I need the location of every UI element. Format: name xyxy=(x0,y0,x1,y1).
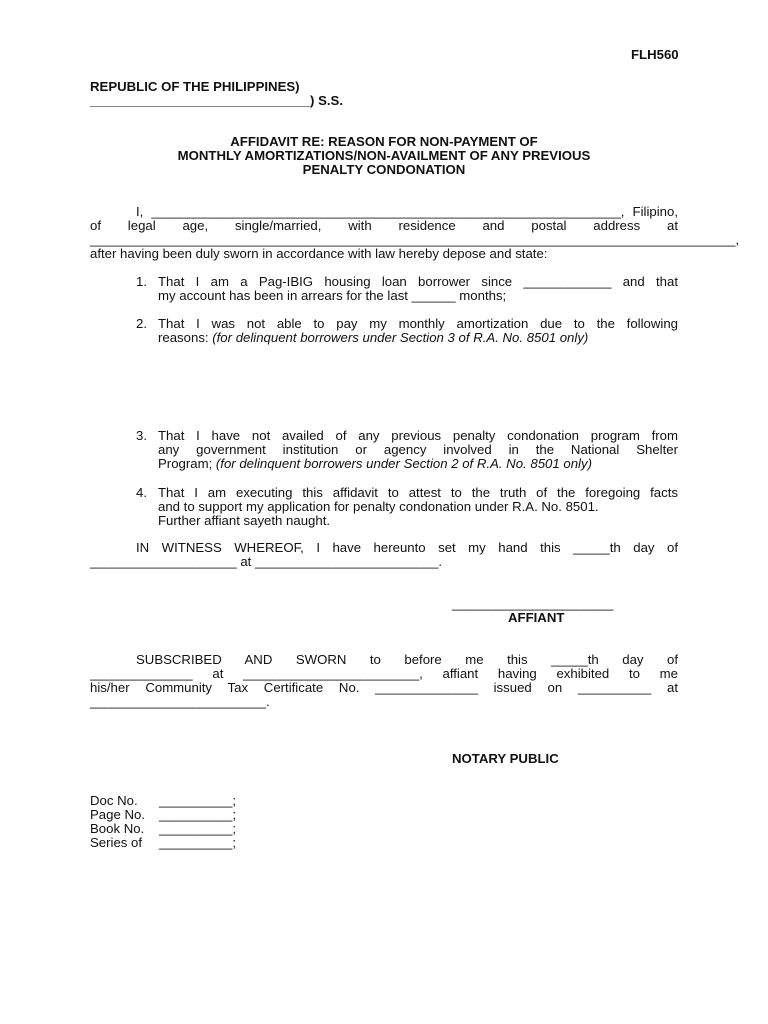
item-2-reasons-label: reasons: xyxy=(158,330,213,345)
item-3-line-3 xyxy=(158,457,592,471)
affiant-label: AFFIANT xyxy=(508,610,565,625)
affiant-signature-line: ______________________ xyxy=(452,596,614,611)
registry-doc-label: Doc No. xyxy=(90,793,138,808)
intro-line-1: I, ________________________________________________________________, Filipino, xyxy=(136,204,678,219)
item-3-number: 3. xyxy=(136,428,147,443)
item-2-line-2 xyxy=(158,331,588,345)
registry-doc-blank: __________; xyxy=(159,793,237,808)
item-1-number: 1. xyxy=(136,274,147,289)
intro-line-2: of legal age, single/married, with residence and postal address at xyxy=(90,218,678,233)
notary-public-label: NOTARY PUBLIC xyxy=(452,751,559,766)
item-4-number: 4. xyxy=(136,485,147,500)
title-line-3: PENALTY CONDONATION xyxy=(302,162,466,177)
registry-series-label: Series of xyxy=(90,835,143,850)
witness-line-1: IN WITNESS WHEREOF, I have hereunto set my hand this _____th day of xyxy=(136,540,678,555)
item-3-program-label: Program; xyxy=(158,456,216,471)
intro-line-3: ________________________________________________________________________________________, xyxy=(90,232,740,247)
registry-page-blank: __________; xyxy=(159,807,237,822)
title-line-2: MONTHLY AMORTIZATIONS/NON-AVAILMENT OF ANY PREVIOUS xyxy=(177,148,591,163)
intro-line-4: after having been duly sworn in accordance with law hereby depose and state: xyxy=(90,246,548,261)
registry-book-blank: __________; xyxy=(159,821,237,836)
item-3-line-2: any government institution or agency involved in the National Shelter xyxy=(158,442,678,457)
item-1-line-1: That I am a Pag-IBIG housing loan borrower since ____________ and that xyxy=(158,274,678,289)
registry-book-label: Book No. xyxy=(90,821,145,836)
title-line-1: AFFIDAVIT RE: REASON FOR NON-PAYMENT OF xyxy=(230,134,538,149)
item-3-line-1: That I have not availed of any previous penalty condonation program from xyxy=(158,428,678,443)
venue-line-1: REPUBLIC OF THE PHILIPPINES) xyxy=(90,79,300,94)
item-4-line-3: Further affiant sayeth naught. xyxy=(158,513,331,528)
witness-line-2: ____________________ at _________________________. xyxy=(90,554,443,569)
jurat-line-1: SUBSCRIBED AND SWORN to before me this _____th day of xyxy=(136,652,678,667)
item-2-line-1: That I was not able to pay my monthly amortization due to the following xyxy=(158,316,678,331)
item-2-note: (for delinquent borrowers under Section 3 of R.A. No. 8501 only) xyxy=(212,330,589,345)
registry-series-blank: __________; xyxy=(159,835,237,850)
form-code: FLH560 xyxy=(631,47,679,62)
item-2-number: 2. xyxy=(136,316,147,331)
jurat-line-4: ________________________. xyxy=(90,694,270,709)
venue-line-2: ______________________________) S.S. xyxy=(90,93,344,108)
item-1-line-2: my account has been in arrears for the last ______ months; xyxy=(158,288,507,303)
registry-page-label: Page No. xyxy=(90,807,145,822)
jurat-line-2: ______________ at ________________________, affiant having exhibited to me xyxy=(90,666,678,681)
item-4-line-1: That I am executing this affidavit to attest to the truth of the foregoing facts xyxy=(158,485,678,500)
jurat-line-3: his/her Community Tax Certificate No. ______________ issued on __________ at xyxy=(90,680,678,695)
item-4-line-2: and to support my application for penalty condonation under R.A. No. 8501. xyxy=(158,499,599,514)
item-3-note: (for delinquent borrowers under Section 2 of R.A. No. 8501 only) xyxy=(215,456,592,471)
